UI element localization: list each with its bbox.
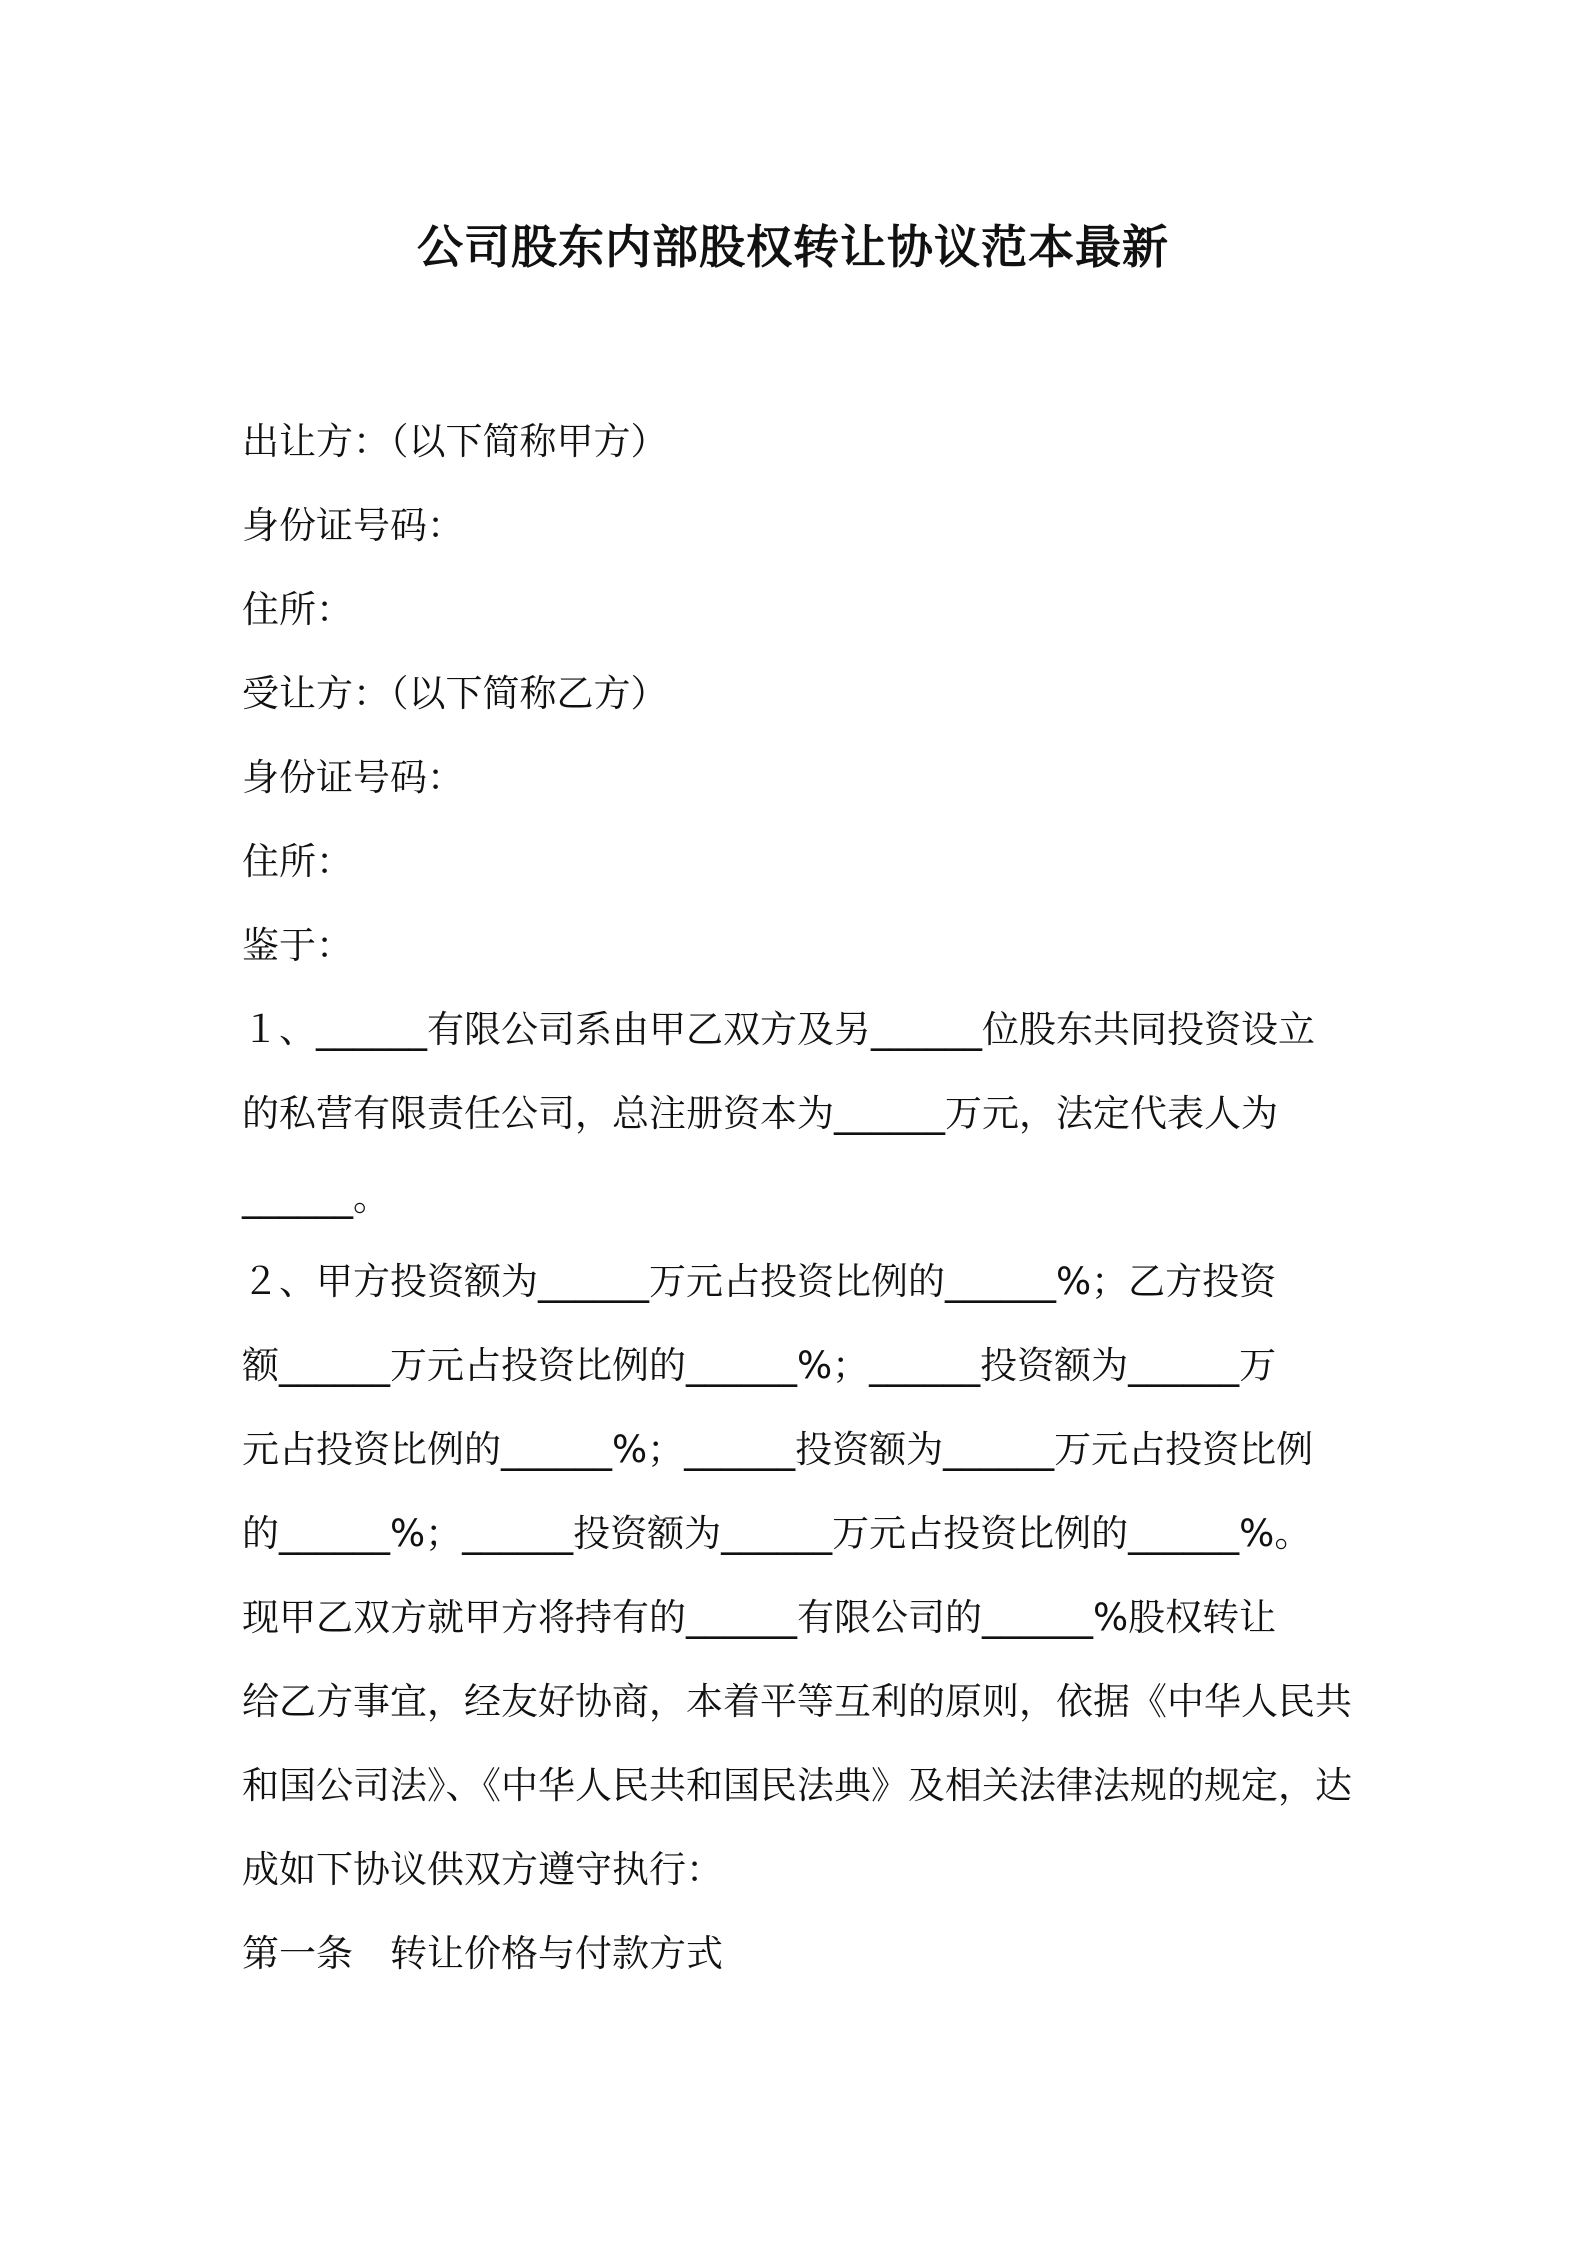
transferee-address-label: 住所：	[242, 840, 353, 883]
transferee-label: 受让方：（以下简称乙方）	[242, 672, 668, 715]
paragraph-line: 给乙方事宜，经友好协商，本着平等互利的原则，依据《中华人民共	[242, 1680, 1352, 1723]
transferor-address-label: 住所：	[242, 588, 353, 631]
paragraph-line: 的私营有限责任公司，总注册资本为______万元，法定代表人为	[242, 1092, 1278, 1135]
paragraph-line: 成如下协议供双方遵守执行：	[242, 1848, 723, 1891]
paragraph-line: ______。	[242, 1176, 390, 1219]
transferor-id-label: 身份证号码：	[242, 504, 464, 547]
article-1-heading: 第一条 转让价格与付款方式	[242, 1932, 723, 1975]
document-title: 公司股东内部股权转让协议范本最新	[417, 220, 1169, 274]
paragraph-line: 额______万元占投资比例的______%；______投资额为______万	[242, 1344, 1277, 1387]
paragraph-line: 元占投资比例的______%；______投资额为______万元占投资比例	[242, 1428, 1314, 1471]
whereas-label: 鉴于：	[242, 924, 353, 967]
transferor-label: 出让方：（以下简称甲方）	[242, 420, 668, 463]
paragraph-line: 和国公司法》、《中华人民共和国民法典》及相关法律法规的规定，达	[242, 1764, 1352, 1807]
document-body	[242, 400, 1362, 1996]
paragraph-line: 的______%；______投资额为______万元占投资比例的______%。	[242, 1512, 1312, 1555]
paragraph-line: 现甲乙双方就甲方将持有的______有限公司的______%股权转让	[242, 1596, 1277, 1639]
transferee-id-label: 身份证号码：	[242, 756, 464, 799]
paragraph-line: ２、甲方投资额为______万元占投资比例的______%；乙方投资	[242, 1260, 1277, 1303]
paragraph-line: １、______有限公司系由甲乙双方及另______位股东共同投资设立	[242, 1008, 1315, 1051]
